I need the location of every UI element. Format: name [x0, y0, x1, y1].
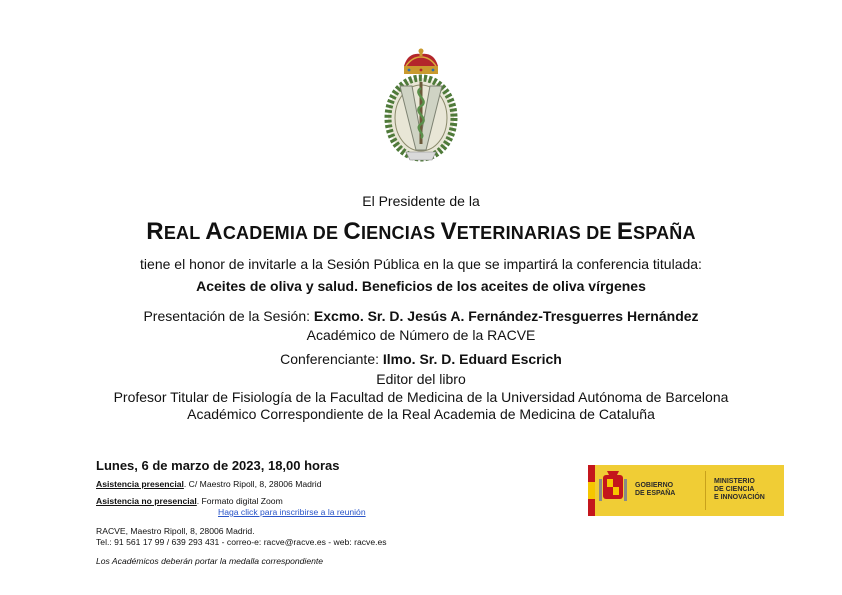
- inperson-line: [96, 479, 576, 490]
- academy-name-text: REAL ACADEMIA DE CIENCIAS VETERINARIAS DE ESPAÑA: [146, 218, 696, 245]
- coat-of-arms-icon: [595, 465, 631, 516]
- zoom-registration-link[interactable]: Haga click para inscribirse a la reunión: [218, 507, 366, 517]
- online-label: Asistencia no presencial: [96, 496, 197, 506]
- presentation-line: [0, 308, 842, 324]
- contact-text: Tel.: 91 561 17 99 / 639 293 431 - correo-e: racve@racve.es - web: racve.es: [96, 537, 387, 547]
- speaker-line: [0, 351, 842, 367]
- event-date: Lunes, 6 de marzo de 2023, 18,00 horas: [96, 458, 340, 473]
- gobierno-text: [631, 465, 705, 516]
- medal-note: Los Académicos deberán portar la medalla correspondiente: [96, 556, 324, 566]
- min-line-3: E INNOVACIÓN: [714, 494, 765, 501]
- online-text: . Formato digital Zoom: [196, 496, 283, 506]
- online-line: [96, 496, 576, 507]
- event-details: [96, 458, 576, 567]
- government-ministry-logo: [588, 465, 784, 516]
- intro-text: El Presidente de la: [362, 193, 480, 209]
- speaker-name: Ilmo. Sr. D. Eduard Escrich: [382, 351, 562, 367]
- inperson-text: . C/ Maestro Ripoll, 8, 28006 Madrid: [183, 479, 322, 489]
- min-line-2: DE CIENCIA: [714, 486, 755, 493]
- inperson-label: Asistencia presencial: [96, 479, 184, 489]
- flag-stripe: [588, 465, 595, 516]
- presenter-name: Excmo. Sr. D. Jesús A. Fernández-Tresguerres Hernández: [313, 308, 699, 324]
- presentation-label: Presentación de la Sesión:: [143, 308, 311, 324]
- speaker-role-2: Profesor Titular de Fisiología de la Facultad de Medicina de la Universidad Autónoma de Barcelona: [113, 389, 729, 405]
- crown-icon: [404, 49, 438, 75]
- academy-name-title: [0, 218, 842, 246]
- presenter-role: Académico de Número de la RACVE: [306, 327, 536, 343]
- min-line-1: MINISTERIO: [714, 478, 755, 485]
- gov-line-1: GOBIERNO: [635, 482, 674, 489]
- speaker-label: Conferenciante:: [280, 351, 379, 367]
- academy-crest-logo: [382, 48, 460, 166]
- invitation-text: tiene el honor de invitarle a la Sesión Pública en la que se impartirá la conferencia titulada:: [140, 256, 702, 272]
- speaker-role-3: Académico Correspondiente de la Real Academia de Medicina de Cataluña: [187, 406, 655, 422]
- ministry-text: [706, 465, 784, 516]
- address-text: RACVE, Maestro Ripoll, 8, 28006 Madrid.: [96, 526, 255, 536]
- talk-title: Aceites de oliva y salud. Beneficios de los aceites de oliva vírgenes: [196, 278, 646, 294]
- speaker-role-1: Editor del libro: [376, 371, 466, 387]
- gov-line-2: DE ESPAÑA: [635, 490, 676, 497]
